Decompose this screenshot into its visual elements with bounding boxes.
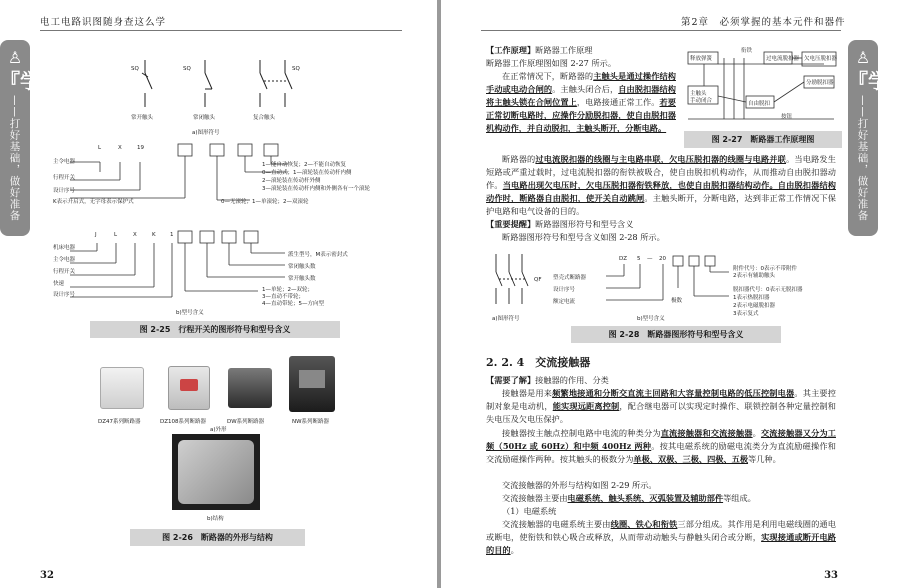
side-tab-text-r: ——打好基础，做好准备	[856, 95, 869, 222]
compound-contact-label: 复合触头	[253, 115, 276, 121]
jlxk-left-1: 主令电器	[53, 257, 76, 263]
t: 。当电路发生短路或严重过载时，过电流脱扣器的衔铁被吸合，使自由脱扣机构动作，从而推动自由脱扣器动作。	[486, 154, 836, 190]
t: 。主触头断开，分断电路，达到非正常工作情况下保护电路和电气设备的目的。	[486, 193, 836, 216]
text: 断路器图形符号和型号含义	[535, 219, 634, 229]
left-header: 电工电路识图随身查这么学	[40, 17, 167, 28]
t: 断路器的	[502, 154, 536, 164]
t: 等组成。	[723, 493, 756, 503]
fig28-right-6: 3表示复式	[733, 311, 759, 317]
qf-label: QF	[534, 277, 542, 283]
fig28-model-dz: DZ	[619, 256, 628, 262]
fig26-caption: 图 2-26 断路器的外形与结构	[130, 529, 305, 546]
u: 过电流脱扣器的线圈与主电路串联，欠电压脱扣器的线圈与电路并联	[535, 154, 787, 164]
paragraph-7	[486, 427, 836, 466]
paragraph-11	[486, 518, 836, 557]
u: 单极、双极、三极、四极、五极	[633, 454, 749, 464]
fig28-right-1: 2表示有辅助触头	[733, 273, 775, 279]
label: 【需要了解】	[486, 375, 536, 385]
fig25-a-caption: a)图形符号	[192, 130, 220, 136]
left-header-rule	[40, 30, 402, 31]
fig27-label-0: 释放弹簧	[690, 56, 713, 62]
reminder-line: 断路器图形符号和型号含义如图 2-28 所示。	[502, 232, 665, 242]
fig26-a-caption: a)外形	[210, 427, 227, 433]
sq-label-2: SQ	[183, 66, 191, 72]
product-0: DZ47系列断路器	[98, 419, 141, 425]
fig28-a-caption: a)图形符号	[492, 316, 520, 322]
product-1: DZ108系列断路器	[160, 419, 207, 425]
fig28-b-caption: b)型号含义	[637, 316, 665, 322]
jlxk-1: 1	[170, 232, 174, 238]
u: 若要正常切断电路时，应操作分励脱扣器，使自由脱扣器机构动作，并自动脱扣，主触头断开，分断电路。	[486, 97, 676, 133]
section-heading	[486, 354, 590, 370]
t: 等几种。	[748, 454, 781, 464]
nw-breaker-image	[289, 356, 335, 412]
u: 主触头是通过操作结构手动或电动合闸的	[486, 71, 676, 94]
lx19-x: X	[118, 145, 122, 151]
t: 交流接触器主要由	[502, 493, 568, 503]
lx19-19: 19	[137, 145, 144, 151]
lx19-right-0: 1—能自动恢复；2—不能自动恢复	[262, 162, 346, 168]
breaker-interior	[178, 440, 254, 504]
paragraph-3	[486, 153, 836, 218]
t: ，配合继电器可以实现定时操作、联锁控制各种定量控制和失电压及欠电压保护。	[486, 401, 836, 424]
section-title: 交流接触器	[535, 356, 591, 369]
t: 。其主要控制对象是电动机，	[486, 388, 836, 411]
right-header: 第2章 必须掌握的基本元件和器件	[681, 17, 846, 28]
right-page-number: 33	[824, 570, 838, 581]
fig25-b-caption: b)型号含义	[176, 310, 204, 316]
u: 自由脱扣器结构将主触头锁在合闸位置上	[486, 84, 676, 107]
lx19-l: L	[98, 145, 102, 151]
side-tab-big: 『学』	[0, 69, 60, 93]
fig27-label-3: 自由脱扣	[748, 101, 771, 107]
t: 交流接触器的电磁系统主要由	[502, 519, 611, 529]
fig28-left-2: 额定电流	[553, 299, 576, 305]
lx19-right-3: 3—滚轮装在传动杆内侧和外侧各有一个滚轮	[262, 186, 371, 192]
working-principle-line: 断路器工作原理图如图 2-27 所示。	[486, 58, 617, 68]
right-header-rule	[481, 30, 841, 31]
product-2: DW系列断路器	[227, 419, 265, 425]
fig27-label-2: 主触头	[690, 91, 707, 97]
lx19-left-1: 行程开关	[53, 175, 76, 181]
u: 直流接触器和交流接触器	[660, 428, 753, 438]
fig26-b-caption: b)结构	[207, 516, 224, 522]
left-page-number: 32	[40, 570, 54, 581]
fig27-label-8: 衔铁	[741, 48, 753, 54]
jlxk-left-2: 行程开关	[53, 269, 76, 275]
fig28-model-20: 20	[659, 256, 666, 262]
fig28-right-5: 2表示电磁脱扣器	[733, 303, 775, 309]
fig27-label-7: 按钮	[781, 114, 793, 120]
left-side-tab	[0, 40, 60, 236]
label: 【重要提醒】	[486, 219, 536, 229]
fig28-left-0: 塑壳式断路器	[553, 275, 587, 281]
jlxk-left-4: 设计序号	[53, 292, 76, 298]
fig27-caption: 图 2-27 断路器工作原理图	[684, 131, 842, 148]
fig27-label-1: 手动闭合	[690, 98, 713, 104]
label: 【工作原理】	[486, 45, 536, 55]
sq-label-3: SQ	[292, 66, 300, 72]
u: 当电路出现欠电压时，欠电压脱扣器衔铁释放，也使自由脱扣器结构动作。自由脱扣器结构动作时，断路器自由脱扣，使开关自动跳闸	[486, 180, 836, 203]
breaker-structure-image	[172, 434, 260, 510]
jlxk-right-5: 4—直动带轮；5—方向型	[262, 301, 324, 307]
reminder-title	[486, 218, 836, 231]
lx19-right-4: 0—无滚轮；1—单滚轮；2—双滚轮	[221, 199, 309, 205]
jlxk-right-4: 3—直动不带轮；	[262, 294, 304, 300]
fig28-model-diagram	[561, 252, 761, 312]
right-page	[441, 0, 908, 588]
lx19-left-0: 主令电器	[53, 159, 76, 165]
lx19-left-2: 设计序号	[53, 188, 76, 194]
left-page	[0, 0, 437, 588]
paragraph-8: 交流接触器的外形与结构如图 2-29 所示。	[502, 480, 657, 490]
fig25-caption: 图 2-25 行程开关的图形符号和型号含义	[90, 321, 340, 338]
jlxk-right-3: 1—单轮；2—双轮；	[262, 287, 313, 293]
fig25-a-symbols	[120, 55, 320, 115]
right-side-tab	[848, 40, 908, 236]
side-tab-big-r: 『学』	[848, 69, 908, 93]
text: 断路器工作原理	[535, 45, 593, 55]
fig28-model-5: 5	[637, 256, 641, 262]
t: 接触器是用来	[502, 388, 553, 398]
dz108-breaker-image	[168, 366, 210, 410]
paragraph-10: （1）电磁系统	[502, 506, 557, 516]
u: 交流接触器又分为工频（50Hz 或 60Hz）和中频 400Hz 两种	[486, 428, 836, 451]
t: 。按其电磁系统的励磁电流类分为直流励磁操作和交流励磁操作两种。按其触头的极数分为	[486, 441, 836, 464]
text: 接触器的作用、分类	[535, 375, 609, 385]
u: 频繁地接通和分断交直流主回路和大容量控制电路的低压控制电器	[552, 388, 795, 398]
t: 。	[510, 545, 519, 555]
nc-contact-label: 常闭触头	[193, 115, 216, 121]
jlxk-right-2: 常开触头数	[288, 276, 316, 282]
dz47-breaker-image	[100, 367, 144, 409]
t: ，电路接通正常工作。	[576, 97, 660, 107]
fig27-label-4: 过电流脱扣器	[766, 56, 800, 62]
jlxk-x: X	[133, 232, 137, 238]
fig28-right-4: 1表示热脱扣器	[733, 295, 770, 301]
fig28-right-3: 脱扣器代号：0表示无脱扣器	[733, 287, 803, 293]
lx19-right-2: 2—滚轮装在传动杆外侧	[262, 178, 321, 184]
dz108-red-knob	[180, 379, 198, 391]
jlxk-right-0: 派生型号，M表示密封式	[288, 252, 348, 258]
lx19-left-3: K表示开启式，无字母表示保护式	[53, 199, 134, 205]
section-number: 2. 2. 4	[486, 356, 525, 369]
product-3: NW系列断路器	[292, 419, 330, 425]
jlxk-l: L	[114, 232, 118, 238]
u: 实现接通或断开电路的目的	[486, 532, 836, 555]
sq-label-1: SQ	[131, 66, 139, 72]
need-to-know	[486, 374, 836, 387]
jlxk-left-3: 快速	[53, 281, 65, 287]
u: 能实现远距离控制	[552, 401, 620, 411]
t: 。	[752, 428, 761, 438]
u: 电磁系统、触头系统、灭弧装置及辅助部件	[567, 493, 724, 503]
side-tab-text: ——打好基础，做好准备	[8, 95, 21, 222]
jlxk-left-0: 机床电器	[53, 245, 76, 251]
jlxk-k: K	[152, 232, 156, 238]
u: 线圈、铁心和衔铁	[610, 519, 678, 529]
no-contact-label: 常开触头	[131, 115, 154, 121]
fig28-right-2: 极数	[671, 298, 683, 304]
fig28-model-dash: —	[647, 256, 653, 262]
qf-symbol	[491, 252, 531, 312]
fig27-label-5: 欠电压脱扣器	[804, 56, 838, 62]
jlxk-right-1: 常闭触头数	[288, 264, 316, 270]
fig28-left-1: 设计序号	[553, 287, 576, 293]
nw-panel	[299, 370, 325, 388]
t: 。主触头闭合后，	[552, 84, 619, 94]
t: 接触器按主触点控制电路中电流的种类分为	[502, 428, 661, 438]
paragraph-2	[486, 70, 676, 135]
paragraph-9	[486, 492, 836, 505]
lx19-right-1: 0—直动式；1—滚轮装在传动杆内侧	[262, 170, 352, 176]
jlxk-j: J	[95, 232, 97, 238]
paragraph-6	[486, 387, 836, 426]
working-principle-title	[486, 44, 676, 57]
t: 三部分组成。其作用是利用电磁线圈的通电或断电，使衔铁和铁心吸合或释放，从而带动动触头与静触头闭合或分断，	[486, 519, 836, 542]
dw-breaker-image	[228, 368, 272, 408]
fig28-caption: 图 2-28 断路器图形符号和型号含义	[571, 326, 781, 343]
person-icon: ♙	[855, 48, 871, 67]
t: 在正常情况下，断路器的	[502, 71, 594, 81]
fig28-right-0: 附件代号：0表示不带附件	[733, 266, 798, 272]
fig27-label-6: 分励脱扣器	[806, 80, 834, 86]
person-icon: ♙	[7, 48, 23, 67]
